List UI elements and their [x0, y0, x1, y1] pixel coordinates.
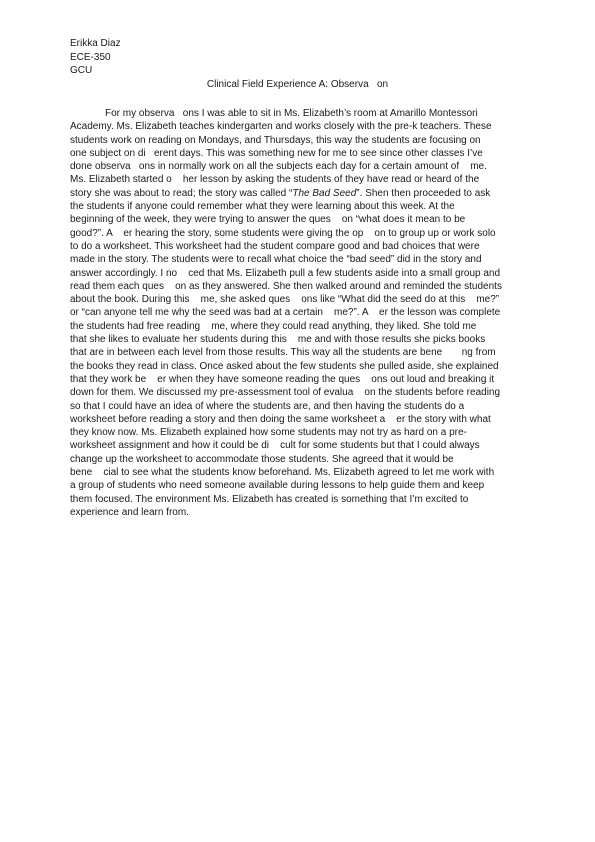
document-header: [70, 37, 121, 78]
body-line: change up the worksheet to accommodate those students. She agreed that it would be: [70, 453, 454, 465]
body-line: experience and learn from.: [70, 506, 189, 518]
body-line: so that I could have an idea of where the students are, and then having the students do a: [70, 400, 465, 412]
body-line: answer accordingly. I no ced that Ms. Elizabeth pull a few students aside into a small group and: [70, 267, 501, 279]
story-title: The Bad Seed: [292, 187, 357, 199]
body-line: read them each ques on as they answered. She then walked around and reminded the students: [70, 280, 502, 292]
body-line-start: story she was about to read; the story was called “: [70, 187, 293, 199]
body-line: that are in between each level from those results. This way all the students are bene ng from: [70, 347, 496, 359]
body-line: Academy. Ms. Elizabeth teaches kindergarten and works closely with the pre-k teachers. These: [70, 121, 492, 133]
body-line: one subject on di erent days. This was something new for me to see since other classes I’ve: [70, 147, 483, 159]
body-line: beginning of the week, they were trying to answer the ques on “what does it mean to be: [70, 214, 466, 226]
author-name: Erikka Diaz: [70, 38, 121, 49]
body-line-with-title: [70, 187, 525, 200]
body-line: worksheet before reading a story and then doing the same worksheet a er the story with what: [70, 413, 491, 425]
body-line: they know now. Ms. Elizabeth explained how some students may not try as hard on a pre-: [70, 427, 467, 439]
body-line-end: ”. Shen then proceeded to ask: [356, 187, 491, 199]
body-line: about the book. During this me, she asked ques ons like “What did the seed do at this me?”: [70, 294, 500, 306]
body-line: students work on reading on Mondays, and Thursdays, this way the students are focusing on: [70, 134, 481, 146]
course-code: ECE-350: [70, 51, 111, 63]
body-line: or “can anyone tell me why the seed was bad at a certain me?”. A er the lesson was complete: [70, 307, 501, 319]
body-line: Ms. Elizabeth started o her lesson by asking the students of they have read or heard of the: [70, 174, 480, 186]
body-line: For my observa ons I was able to sit in Ms. Elizabeth’s room at Amarillo Montessori: [105, 108, 478, 119]
body-line: the books they read in class. Once asked about the few students she pulled aside, she explained: [70, 360, 499, 372]
school-name: GCU: [70, 65, 93, 76]
body-line: bene cial to see what the students know beforehand. Ms. Elizabeth agreed to let me work with: [70, 467, 495, 479]
body-line: worksheet assignment and how it could be di cult for some students but that I could always: [70, 440, 480, 452]
body-line: good?”. A er hearing the story, some students were giving the op on to group up or work solo: [70, 227, 496, 239]
body-line: the students if anyone could remember what they were learning about this week. At the: [70, 201, 455, 213]
body-line: that they work be er when they have someone reading the ques ons out loud and breaking it: [70, 373, 495, 385]
body-line: a group of students who need someone available during lessons to help guide them and keep: [70, 480, 485, 492]
body-line: them focused. The environment Ms. Elizabeth has created is something that I’m excited to: [70, 493, 469, 505]
body-line: down for them. We discussed my pre-assessment tool of evalua on the students before reading: [70, 387, 501, 399]
body-paragraph: [70, 107, 525, 519]
body-line: the students had free reading me, where they could read anything, they liked. She told me: [70, 320, 477, 332]
document-title: Clinical Field Experience A: Observa on: [206, 79, 389, 90]
body-line: that she likes to evaluate her students during this me and with those results she picks books: [70, 334, 486, 346]
body-line: to do a worksheet. This worksheet had the student compare good and bad choices that were: [70, 240, 480, 252]
body-line: done observa ons in normally work on all the subjects each day for a certain amount of me.: [70, 161, 487, 173]
body-line: made in the story. The students were to recall what choice the “bad seed” did in the story and: [70, 254, 482, 266]
